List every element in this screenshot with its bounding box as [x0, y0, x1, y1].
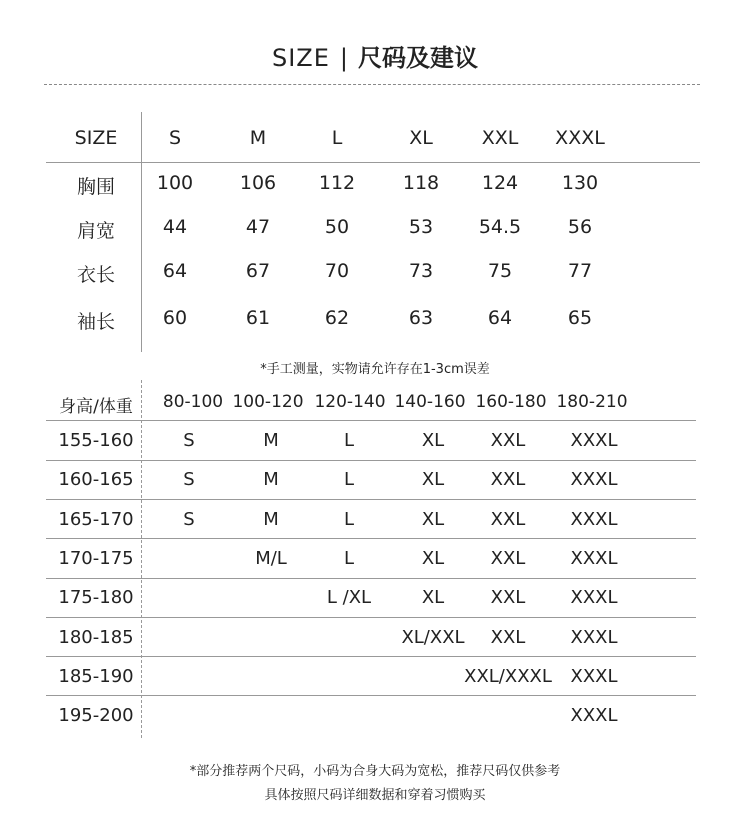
weight-header: 180-210	[556, 392, 628, 412]
size-value: 67	[245, 260, 271, 282]
recommend-row-divider	[46, 538, 696, 539]
recommended-size: M	[263, 430, 279, 451]
recommended-size: L	[343, 547, 355, 569]
size-value: 118	[402, 172, 440, 194]
weight-header: 80-100	[162, 392, 224, 412]
size-value: 106	[239, 172, 277, 194]
size-value: 75	[487, 260, 513, 282]
recommend-header-label: 身高/体重	[59, 397, 133, 417]
size-value: 61	[245, 307, 271, 329]
size-value: 130	[561, 172, 599, 194]
recommended-size: XL	[421, 587, 445, 609]
size-value: 63	[408, 307, 434, 329]
recommended-size: XXXL	[570, 705, 618, 727]
recommended-size: L /XL	[326, 587, 372, 609]
size-row-label: 肩宽	[76, 220, 115, 242]
size-value: 65	[567, 307, 593, 329]
recommended-size: XXL	[490, 508, 526, 530]
bottom-note-line1: *部分推荐两个尺码，小码为合身大码为宽松，推荐尺码仅供参考	[189, 764, 561, 779]
recommended-size: L	[343, 508, 355, 530]
recommended-size: XXL	[490, 547, 526, 569]
title-en: SIZE	[271, 44, 330, 72]
weight-header: 120-140	[314, 392, 386, 412]
size-value: 56	[567, 216, 593, 238]
height-label: 155-160	[58, 430, 134, 451]
recommended-size: L	[343, 430, 355, 451]
recommended-size: XL	[421, 508, 445, 530]
recommended-size: XL	[421, 469, 445, 491]
recommended-size: XXXL	[570, 547, 618, 569]
recommended-size: XXXL	[570, 469, 618, 491]
size-header-m: M	[249, 127, 267, 149]
size-row-label: 衣长	[76, 264, 115, 286]
recommended-size: XXL/XXXL	[464, 665, 552, 687]
height-label: 175-180	[58, 587, 134, 609]
recommend-row-divider	[46, 578, 696, 579]
recommended-size: XXL	[490, 469, 526, 491]
recommend-row-divider	[46, 617, 696, 618]
size-header-xxxl: XXXL	[555, 127, 605, 149]
size-value: 60	[162, 307, 188, 329]
size-header-xl: XL	[409, 127, 433, 149]
recommended-size: XL	[421, 430, 445, 451]
height-label: 165-170	[58, 508, 134, 530]
recommend-row-divider	[46, 460, 696, 461]
size-header-xxl: XXL	[481, 127, 519, 149]
recommended-size: M	[263, 508, 279, 530]
recommend-row-divider	[46, 656, 696, 657]
recommended-size: XXXL	[570, 665, 618, 687]
recommend-row-divider	[46, 499, 696, 500]
bottom-note-line2: 具体按照尺码详细数据和穿着习惯购买	[264, 788, 486, 803]
recommended-size: M	[263, 469, 279, 491]
size-table-header-divider	[46, 162, 700, 163]
title-cn: 尺码及建议	[358, 44, 478, 72]
recommended-size: L	[343, 469, 355, 491]
recommended-size: S	[183, 469, 195, 491]
size-value: 64	[162, 260, 188, 282]
height-label: 160-165	[58, 469, 134, 491]
height-label: 195-200	[58, 705, 134, 727]
size-value: 124	[481, 172, 519, 194]
measure-note: *手工测量，实物请允许存在1-3cm误差	[260, 362, 490, 377]
recommended-size: XL	[421, 547, 445, 569]
recommended-size: S	[183, 430, 195, 451]
recommended-size: XXL	[490, 587, 526, 609]
title-separator: |	[339, 44, 348, 72]
recommended-size: XXXL	[570, 508, 618, 530]
size-value: 70	[324, 260, 350, 282]
weight-header: 140-160	[394, 392, 466, 412]
recommended-size: M/L	[255, 547, 287, 569]
size-row-label: 胸围	[76, 176, 115, 198]
size-value: 47	[245, 216, 271, 238]
weight-header: 160-180	[475, 392, 547, 412]
recommended-size: XXL	[490, 430, 526, 451]
weight-header: 100-120	[232, 392, 304, 412]
height-label: 180-185	[58, 626, 134, 648]
recommended-size: XXXL	[570, 626, 618, 648]
recommended-size: S	[183, 508, 195, 530]
size-value: 50	[324, 216, 350, 238]
title-divider	[44, 84, 700, 85]
size-value: 100	[156, 172, 194, 194]
size-value: 53	[408, 216, 434, 238]
size-value: 44	[162, 216, 188, 238]
size-value: 112	[318, 172, 356, 194]
recommended-size: XXXL	[570, 430, 618, 451]
height-label: 185-190	[58, 665, 134, 687]
height-label: 170-175	[58, 547, 134, 569]
recommended-size: XXL	[490, 626, 526, 648]
size-value: 54.5	[478, 216, 522, 238]
recommend-row-divider	[46, 695, 696, 696]
size-header-label: SIZE	[74, 127, 118, 149]
size-value: 64	[487, 307, 513, 329]
recommended-size: XXXL	[570, 587, 618, 609]
size-header-l: L	[331, 127, 343, 149]
size-header-s: S	[168, 127, 182, 149]
size-value: 77	[567, 260, 593, 282]
recommend-row-divider	[46, 420, 696, 421]
page-title	[0, 38, 750, 73]
size-value: 73	[408, 260, 434, 282]
size-value: 62	[324, 307, 350, 329]
recommended-size: XL/XXL	[401, 626, 465, 648]
size-row-label: 袖长	[76, 311, 115, 333]
